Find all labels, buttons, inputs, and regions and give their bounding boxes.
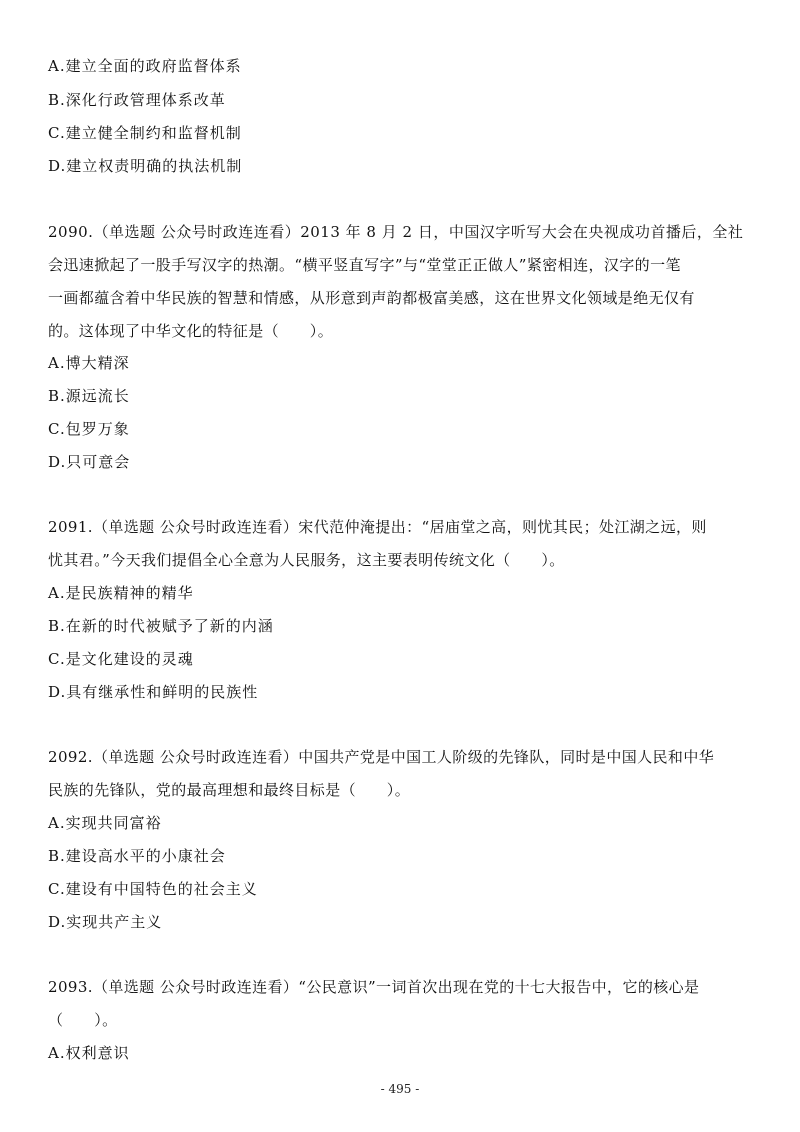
question-2092-stem-line: 民族的先锋队，党的最高理想和最终目标是（ ）。 bbox=[48, 781, 411, 799]
page-number: - 495 - bbox=[380, 1082, 420, 1096]
option-c: C.包罗万象 bbox=[48, 420, 130, 438]
option-a: A.权利意识 bbox=[48, 1044, 130, 1062]
option-c: C.是文化建设的灵魂 bbox=[48, 650, 194, 668]
question-2091-stem-line: 2091.（单选题 公众号时政连连看）宋代范仲淹提出：“居庙堂之高，则忧其民；处江湖之远，则 bbox=[48, 518, 707, 536]
option-b: B.在新的时代被赋予了新的内涵 bbox=[48, 617, 274, 635]
option-d: D.实现共产主义 bbox=[48, 913, 163, 931]
option-a: A.是民族精神的精华 bbox=[48, 584, 194, 602]
question-2090-stem-line: 的。这体现了中华文化的特征是（ ）。 bbox=[48, 322, 334, 340]
option-a: A.实现共同富裕 bbox=[48, 814, 162, 832]
option-c: C.建设有中国特色的社会主义 bbox=[48, 880, 258, 898]
question-2090-stem-line: 2090.（单选题 公众号时政连连看）2013 年 8 月 2 日，中国汉字听写大会在央视成功首播后，全社 bbox=[48, 223, 744, 241]
question-2092-stem-line: 2092.（单选题 公众号时政连连看）中国共产党是中国工人阶级的先锋队，同时是中国人民和中华 bbox=[48, 748, 715, 766]
option-b: B.源远流长 bbox=[48, 387, 130, 405]
option-a: A.博大精深 bbox=[48, 354, 130, 372]
option-d: D.只可意会 bbox=[48, 453, 131, 471]
option-c: C.建立健全制约和监督机制 bbox=[48, 124, 242, 142]
option-a: A.建立全面的政府监督体系 bbox=[48, 57, 242, 75]
question-2093-stem-line: 2093.（单选题 公众号时政连连看）“公民意识”一词首次出现在党的十七大报告中，它的核心是 bbox=[48, 978, 700, 996]
option-d: D.具有继承性和鲜明的民族性 bbox=[48, 683, 259, 701]
option-b: B.建设高水平的小康社会 bbox=[48, 847, 226, 865]
question-2090-stem-line: 一画都蕴含着中华民族的智慧和情感，从形意到声韵都极富美感，这在世界文化领域是绝无仅有 bbox=[48, 289, 695, 307]
option-b: B.深化行政管理体系改革 bbox=[48, 91, 226, 109]
question-2090-stem-line: 会迅速掀起了一股手写汉字的热潮。“横平竖直写字”与“堂堂正正做人”紧密相连，汉字的一笔 bbox=[48, 256, 681, 274]
option-d: D.建立权责明确的执法机制 bbox=[48, 157, 243, 175]
question-2093-stem-line: （ ）。 bbox=[48, 1011, 118, 1029]
question-2091-stem-line: 忧其君。”今天我们提倡全心全意为人民服务，这主要表明传统文化（ ）。 bbox=[48, 551, 565, 569]
